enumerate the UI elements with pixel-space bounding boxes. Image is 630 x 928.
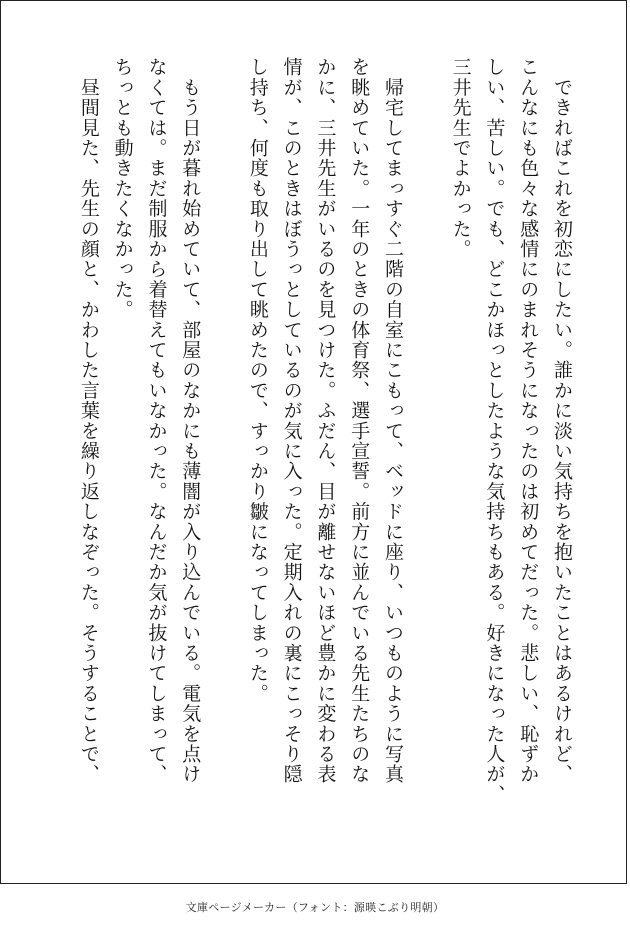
paragraph-1: できればこれを初恋にしたい。誰かに淡い気持ちを抱いたことはあるけれど、 こんなにも色々な感情にのまれそうになったのは初めてだった。悲しい、恥ずか しい、苦しい。でも、どこかほっとしたような気持ちもある。好きになった人が、 三井先生でよかった。 [449,57,573,805]
paragraph-3: もう日が暮れ始めていて、部屋のなかにも薄闇が入り込んでいる。電気を点け なくては。まだ制服から着替えてもいなかった。なんだか気が抜けてしまって、 ちっとも動きたくなかった。 昼間見た、先生の顔と、かわした言葉を繰り返しなぞった。そうすることで、 [77,57,202,785]
paragraph-2: 帰宅してまっすぐ二階の自室にこもって、ベッドに座り、いつものように写真 を眺めていた。一年のときの体育祭、選手宣誓。前方に並んでいる先生たちのな かに、三井先生がいるのを見つけた。ふだん、目が離せないほど豊かに変わる表 情が、このときはぼうっとしているのが気に入った。定期入れの裏にこっそり隠 し持ち、何度も取り出して眺めたので、すっかり皺になってしまった。 [246,57,405,785]
paragraph-gap [409,57,443,847]
footer-colophon: 文庫ページメーカー（フォント：源暎こぶり明朝） [185,901,445,914]
vertical-text-body [71,57,578,847]
paragraph-gap [206,57,240,847]
